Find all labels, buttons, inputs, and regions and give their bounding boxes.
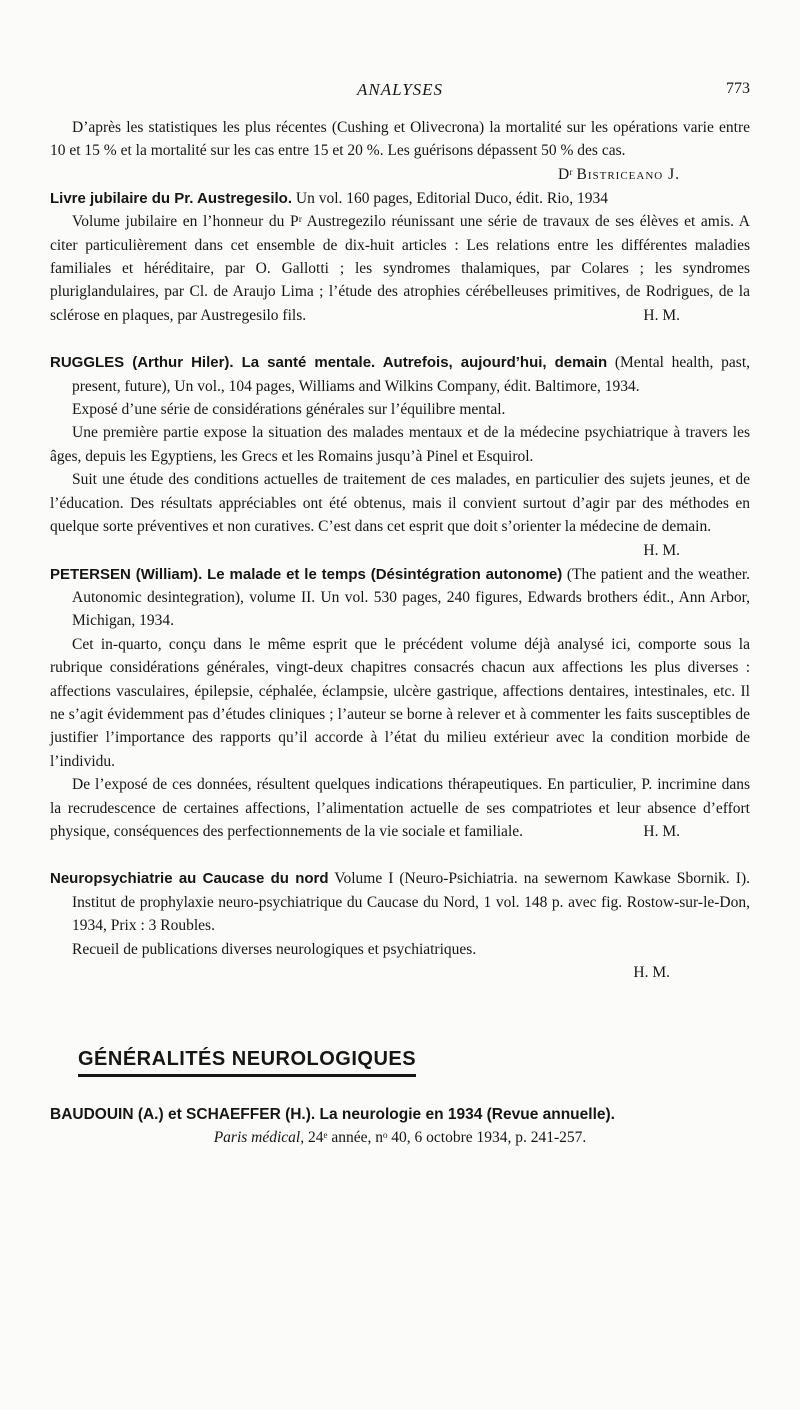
page-number: 773: [726, 80, 750, 97]
review-text: D’après les statistiques les plus récentes (Cushing et Olivecrona) la mortalité sur les opérations varie entre 10 et 15 % et la mortalité sur les cas entre 15 et 20 %. Les guérisons dépassent 50 % des cas.: [50, 119, 750, 160]
reviewer-signature: H. M.: [643, 306, 680, 324]
review-entry-caucase: [50, 867, 750, 984]
review-entry-cushing: [50, 116, 750, 183]
review-paragraph: [50, 116, 750, 183]
section-heading: GÉNÉRALITÉS NEUROLOGIQUES: [78, 1048, 416, 1076]
review-paragraph: Cet in-quarto, conçu dans le même esprit que le précédent volume déjà analysé ici, comporte sous la rubrique considérations générales, vingt-deux chapitres consacrés chacun aux affections les plus diverses : affections vasculaires, épilepsie, céphalée, éclampsie, ulcère gastrique, affections dentaires, intestinales, etc. Il ne s’agit évidemment pas d’études cliniques ; l’auteur se borne à relever et à commenter les faits susceptibles de justifier l’importance des rapports qu’il accorde à l’état du milieu extérieur avec la condition morbide de l’individu.: [50, 635, 750, 770]
entry-heading: BAUDOUIN (A.) et SCHAEFFER (H.). La neurologie en 1934 (Revue annuelle).: [50, 1105, 615, 1123]
review-paragraph: Volume jubilaire en l’honneur du Pʳ Austregezilo réunissant une série de travaux de ses élèves et amis. A citer particulièrement dans cet ensemble de dix-huit articles : Les relations entre les différentes maladies familiales et héréditaire, par O. Gallotti ; les syndromes thalamiques, par Colares ; les syndromes pluriglandulaires, par Cl. de Araujo Lima ; l’étude des atrophies cérébelleuses primitives, de Rodrigues, de la sclérose en plaques, par Austregesilo fils. H. M.: [50, 210, 750, 327]
review-entry-baudouin: [50, 1103, 750, 1150]
review-paragraph: Suit une étude des conditions actuelles de traitement de ces malades, en particulier des sujets jeunes, et de l’éducation. Des résultats appréciables ont été obtenus, mais il convient surtout d’agir par des méthodes en quelque sorte préventives et non curatives. C’est dans cet esprit que doit s’orienter la médecine de demain. H. M.: [50, 468, 750, 538]
review-entry-austregesilo: [50, 187, 750, 327]
running-title: ANALYSES: [356, 80, 444, 99]
review-paragraph: Recueil de publications diverses neurologiques et psychiatriques.: [72, 940, 477, 958]
review-paragraph: De l’exposé de ces données, résultent quelques indications thérapeutiques. En particulier, P. incrimine dans la recrudescence de certaines affections, l’alimentation actuelle de ses compatriotes et leur absence d’effort physique, conséquences des perfectionnements de la vie sociale et familiale. H. M.: [50, 773, 750, 843]
reviewer-signature: H. M.: [643, 541, 680, 559]
entry-heading: RUGGLES (Arthur Hiler). La santé mentale. Autrefois, aujourd’hui, demain (Mental health, past, present, future), Un vol., 104 pages, Williams and Wilkins Company, édit. Baltimore, 1934.: [50, 354, 751, 395]
review-entry-ruggles: [50, 351, 751, 559]
reviewer-signature: H. M.: [643, 822, 680, 840]
body-text: [50, 116, 750, 1174]
running-head: [0, 80, 800, 102]
journal-reference: Paris médical, 24ᵉ année, nᵒ 40, 6 octobre 1934, p. 241-257.: [213, 1129, 587, 1147]
review-entry-petersen: [50, 563, 750, 844]
review-paragraph: Exposé d’une série de considérations générales sur l’équilibre mental.: [72, 401, 506, 419]
entry-heading: PETERSEN (William). Le malade et le temps (Désintégration autonome) (The patient and the weather. Autonomic desintegration), volume II. Un vol. 530 pages, 240 figures, Edwards brothers édit., Ann Arbor, Michigan, 1934.: [50, 565, 751, 630]
entry-heading: Livre jubilaire du Pr. Austregesilo. Un vol. 160 pages, Editorial Duco, édit. Rio, 1934: [50, 189, 609, 207]
review-paragraph: Une première partie expose la situation des malades mentaux et de la médecine psychiatrique à travers les âges, depuis les Egyptiens, les Grecs et les Romains jusqu’à Pinel et Esquirol.: [50, 424, 750, 465]
entry-heading: Neuropsychiatrie au Caucase du nord Volume I (Neuro-Psichiatria. na sewernom Kawkase Sbornik. I). Institut de prophylaxie neuro-psychiatrique du Caucase du Nord, 1 vol. 148 p. avec fig. Rostow-sur-le-Don, 1934, Prix : 3 Roubles.: [50, 870, 751, 935]
reviewer-signature: Dʳ Bistriceano J.: [558, 165, 680, 183]
reviewer-signature: H. M.: [633, 964, 670, 981]
